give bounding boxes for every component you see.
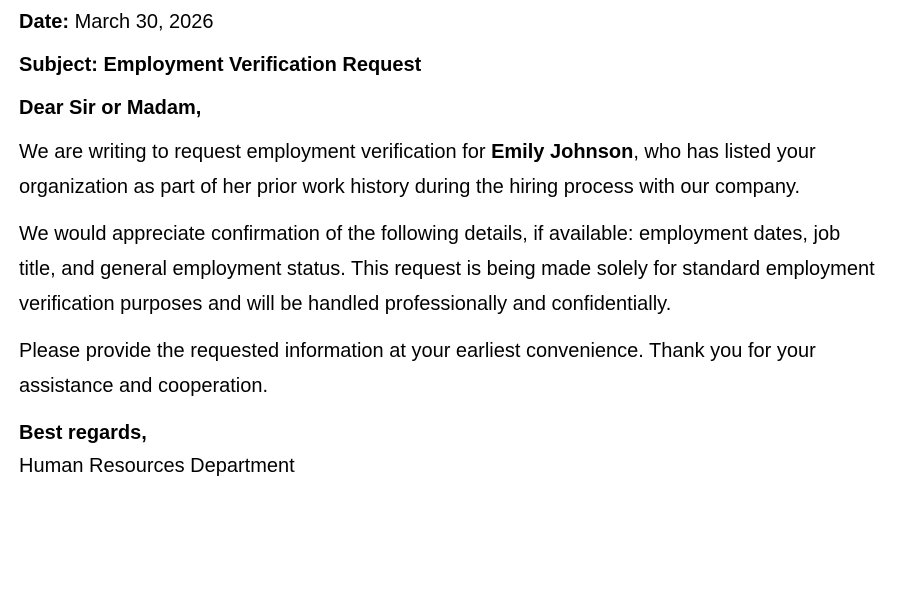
closing xyxy=(19,418,879,448)
salutation xyxy=(19,93,879,123)
candidate-name: Emily Johnson xyxy=(491,141,634,163)
paragraph-1-intro: We are writing to request employment verification for xyxy=(19,141,492,163)
subject-line xyxy=(19,50,879,80)
date-value: March 30, 2026 xyxy=(69,11,214,33)
signature: Human Resources Department xyxy=(19,455,295,477)
paragraph-2: We would appreciate confirmation of the following details, if available: employment dates, job title, and general employment status. This request is being made solely for standard employment verification purposes and will be handled professionally and confidentially. xyxy=(19,223,875,315)
subject-text: Subject: Employment Verification Request xyxy=(19,54,422,76)
date-line xyxy=(19,7,879,37)
date-label: Date: xyxy=(19,11,70,33)
paragraph-1 xyxy=(19,135,879,205)
paragraph-3: Please provide the requested information at your earliest convenience. Thank you for your assistance and cooperation. xyxy=(19,340,816,397)
letter-body xyxy=(19,7,879,481)
paragraph-1-rest: , who has listed your organization as part of her prior work history during the hiring process with our company. xyxy=(19,141,816,198)
closing-text: Best regards, xyxy=(19,422,147,444)
salutation-text: Dear Sir or Madam, xyxy=(19,97,202,119)
